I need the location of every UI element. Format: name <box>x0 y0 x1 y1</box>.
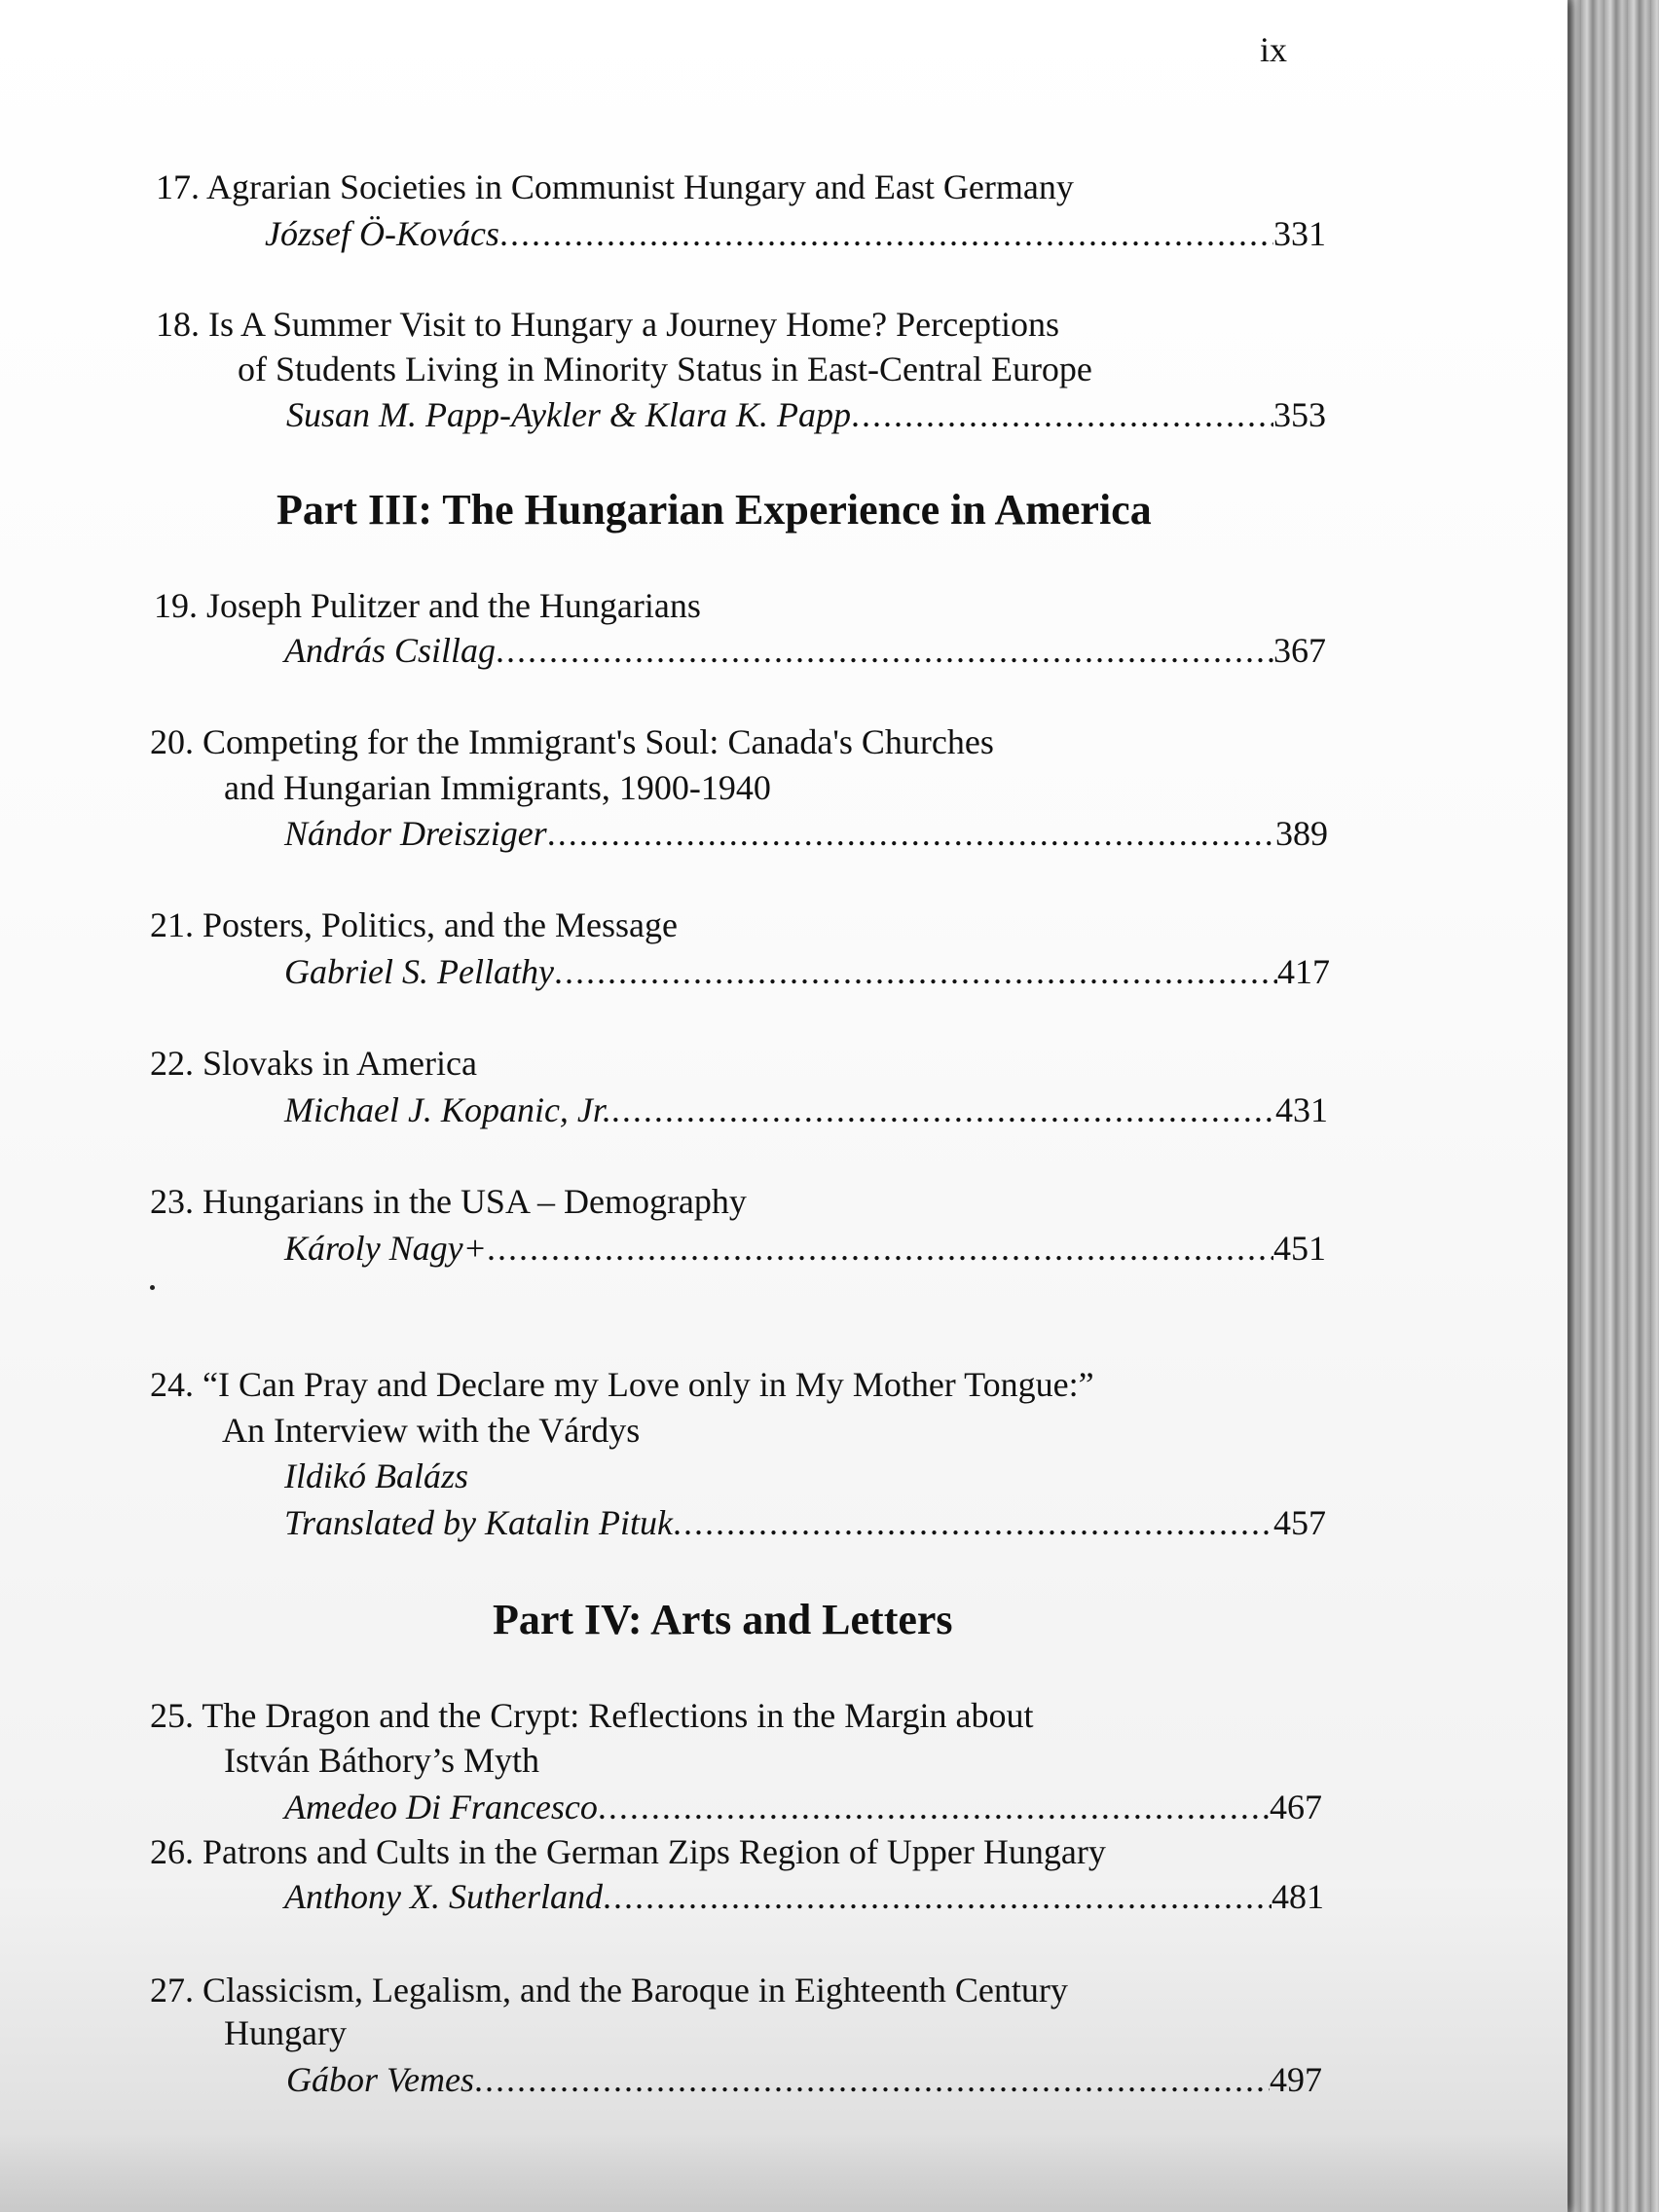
page-number: ix <box>1260 30 1288 69</box>
entry-number: 17. <box>156 167 200 206</box>
part-heading: Part IV: Arts and Letters <box>493 1596 953 1643</box>
entry-number: 25. <box>150 1696 194 1735</box>
dot-leader <box>487 1227 1273 1270</box>
entry-title-line: and Hungarian Immigrants, 1900-1940 <box>224 768 771 807</box>
dot-leader <box>673 1501 1273 1544</box>
entry-number: 22. <box>150 1044 194 1083</box>
toc-entry-24-leader-line <box>284 1501 1326 1544</box>
entry-translator: Translated by Katalin Pituk <box>284 1503 674 1542</box>
entry-number: 20. <box>150 722 194 761</box>
entry-number: 18. <box>156 305 200 344</box>
entry-author: András Csillag <box>284 631 497 670</box>
toc-entry-24-title <box>150 1363 1094 1406</box>
entry-author: Nándor Dreisziger <box>284 814 547 853</box>
entry-page-number: 331 <box>1273 214 1326 253</box>
entry-author: Michael J. Kopanic, Jr. <box>284 1090 611 1129</box>
entry-title-line: Classicism, Legalism, and the Baroque in Eighteenth Century <box>203 1971 1068 2009</box>
entry-number: 24. <box>150 1365 194 1404</box>
entry-title-line: The Dragon and the Crypt: Reflections in the Margin about <box>202 1696 1034 1735</box>
dot-leader <box>598 1786 1270 1828</box>
entry-author: Amedeo Di Francesco <box>284 1788 598 1826</box>
entry-page-number: 467 <box>1270 1788 1322 1826</box>
entry-title-line: “I Can Pray and Declare my Love only in My Mother Tongue:” <box>203 1365 1094 1404</box>
entry-page-number: 451 <box>1273 1229 1326 1268</box>
toc-entry-17-leader-line <box>265 212 1326 255</box>
entry-author: Ildikó Balázs <box>284 1456 468 1495</box>
toc-entry-21-title <box>150 903 678 946</box>
entry-page-number: 431 <box>1275 1090 1328 1129</box>
page-shadow <box>0 2134 1567 2212</box>
entry-title-line: Hungarians in the USA – Demography <box>203 1182 747 1221</box>
entry-title-line: Patrons and Cults in the German Zips Region of Upper Hungary <box>203 1832 1106 1871</box>
stray-dot-mark <box>150 1285 155 1290</box>
entry-title-line: Posters, Politics, and the Message <box>203 905 678 944</box>
toc-entry-22-leader-line <box>284 1088 1328 1131</box>
toc-entry-20-title-cont <box>224 766 771 809</box>
dot-leader <box>554 950 1277 993</box>
entry-page-number: 367 <box>1273 631 1326 670</box>
toc-entry-24-title-cont <box>222 1409 640 1452</box>
entry-title-line: of Students Living in Minority Status in East-Central Europe <box>238 350 1092 388</box>
toc-entry-22-title <box>150 1042 477 1085</box>
toc-entry-23-leader-line <box>284 1227 1326 1270</box>
entry-page-number: 481 <box>1272 1877 1324 1916</box>
entry-author: Anthony X. Sutherland <box>284 1877 603 1916</box>
toc-entry-21-leader-line <box>284 950 1330 993</box>
toc-entry-27-title-cont <box>224 2011 347 2054</box>
toc-entry-18-title <box>156 303 1059 346</box>
toc-entry-18-title-cont <box>238 348 1092 390</box>
entry-number: 23. <box>150 1182 194 1221</box>
toc-entry-26-leader-line <box>284 1875 1324 1918</box>
toc-entry-24-author <box>284 1455 468 1497</box>
toc-entry-27-title <box>150 1969 1068 2011</box>
dot-leader <box>474 2058 1270 2101</box>
dot-leader <box>851 393 1273 436</box>
toc-entry-23-title <box>150 1180 747 1223</box>
toc-entry-27-leader-line <box>286 2058 1322 2101</box>
entry-title-line: Agrarian Societies in Communist Hungary and East Germany <box>206 167 1074 206</box>
entry-author: Gábor Vemes <box>286 2060 474 2099</box>
dot-leader <box>499 212 1273 255</box>
entry-page-number: 417 <box>1277 952 1330 991</box>
toc-entry-25-title <box>150 1694 1034 1737</box>
entry-number: 21. <box>150 905 194 944</box>
entry-number: 19. <box>154 586 198 625</box>
entry-author: Susan M. Papp-Aykler & Klara K. Papp <box>286 395 851 434</box>
entry-page-number: 353 <box>1273 395 1326 434</box>
toc-entry-26-title <box>150 1830 1106 1873</box>
toc-entry-19-title <box>154 584 701 627</box>
toc-entry-19-leader-line <box>284 629 1326 672</box>
dot-leader <box>611 1088 1275 1131</box>
entry-author: József Ö-Kovács <box>265 214 499 253</box>
entry-title-line: Is A Summer Visit to Hungary a Journey Home? Perceptions <box>208 305 1060 344</box>
entry-author: Gabriel S. Pellathy <box>284 952 554 991</box>
part-heading: Part III: The Hungarian Experience in America <box>276 486 1152 534</box>
dot-leader <box>496 629 1273 672</box>
dot-leader <box>547 812 1275 855</box>
entry-number: 27. <box>150 1971 194 2009</box>
toc-entry-25-leader-line <box>284 1786 1322 1828</box>
toc-entry-17-title <box>156 166 1074 208</box>
entry-title-line: Joseph Pulitzer and the Hungarians <box>206 586 701 625</box>
entry-page-number: 497 <box>1270 2060 1322 2099</box>
entry-title-line: István Báthory’s Myth <box>224 1741 539 1780</box>
entry-title-line: Slovaks in America <box>203 1044 477 1083</box>
entry-title-line: Hungary <box>224 2013 347 2052</box>
entry-title-line: Competing for the Immigrant's Soul: Canada's Churches <box>203 722 994 761</box>
toc-entry-25-title-cont <box>224 1739 539 1782</box>
entry-author: Károly Nagy+ <box>284 1229 487 1268</box>
entry-page-number: 457 <box>1273 1503 1326 1542</box>
entry-number: 26. <box>150 1832 194 1871</box>
toc-entry-20-leader-line <box>284 812 1328 855</box>
background-surface <box>1558 0 1659 2212</box>
entry-page-number: 389 <box>1275 814 1328 853</box>
toc-entry-20-title <box>150 720 994 763</box>
toc-entry-18-leader-line <box>286 393 1326 436</box>
entry-title-line: An Interview with the Várdys <box>222 1411 641 1450</box>
dot-leader <box>603 1875 1272 1918</box>
